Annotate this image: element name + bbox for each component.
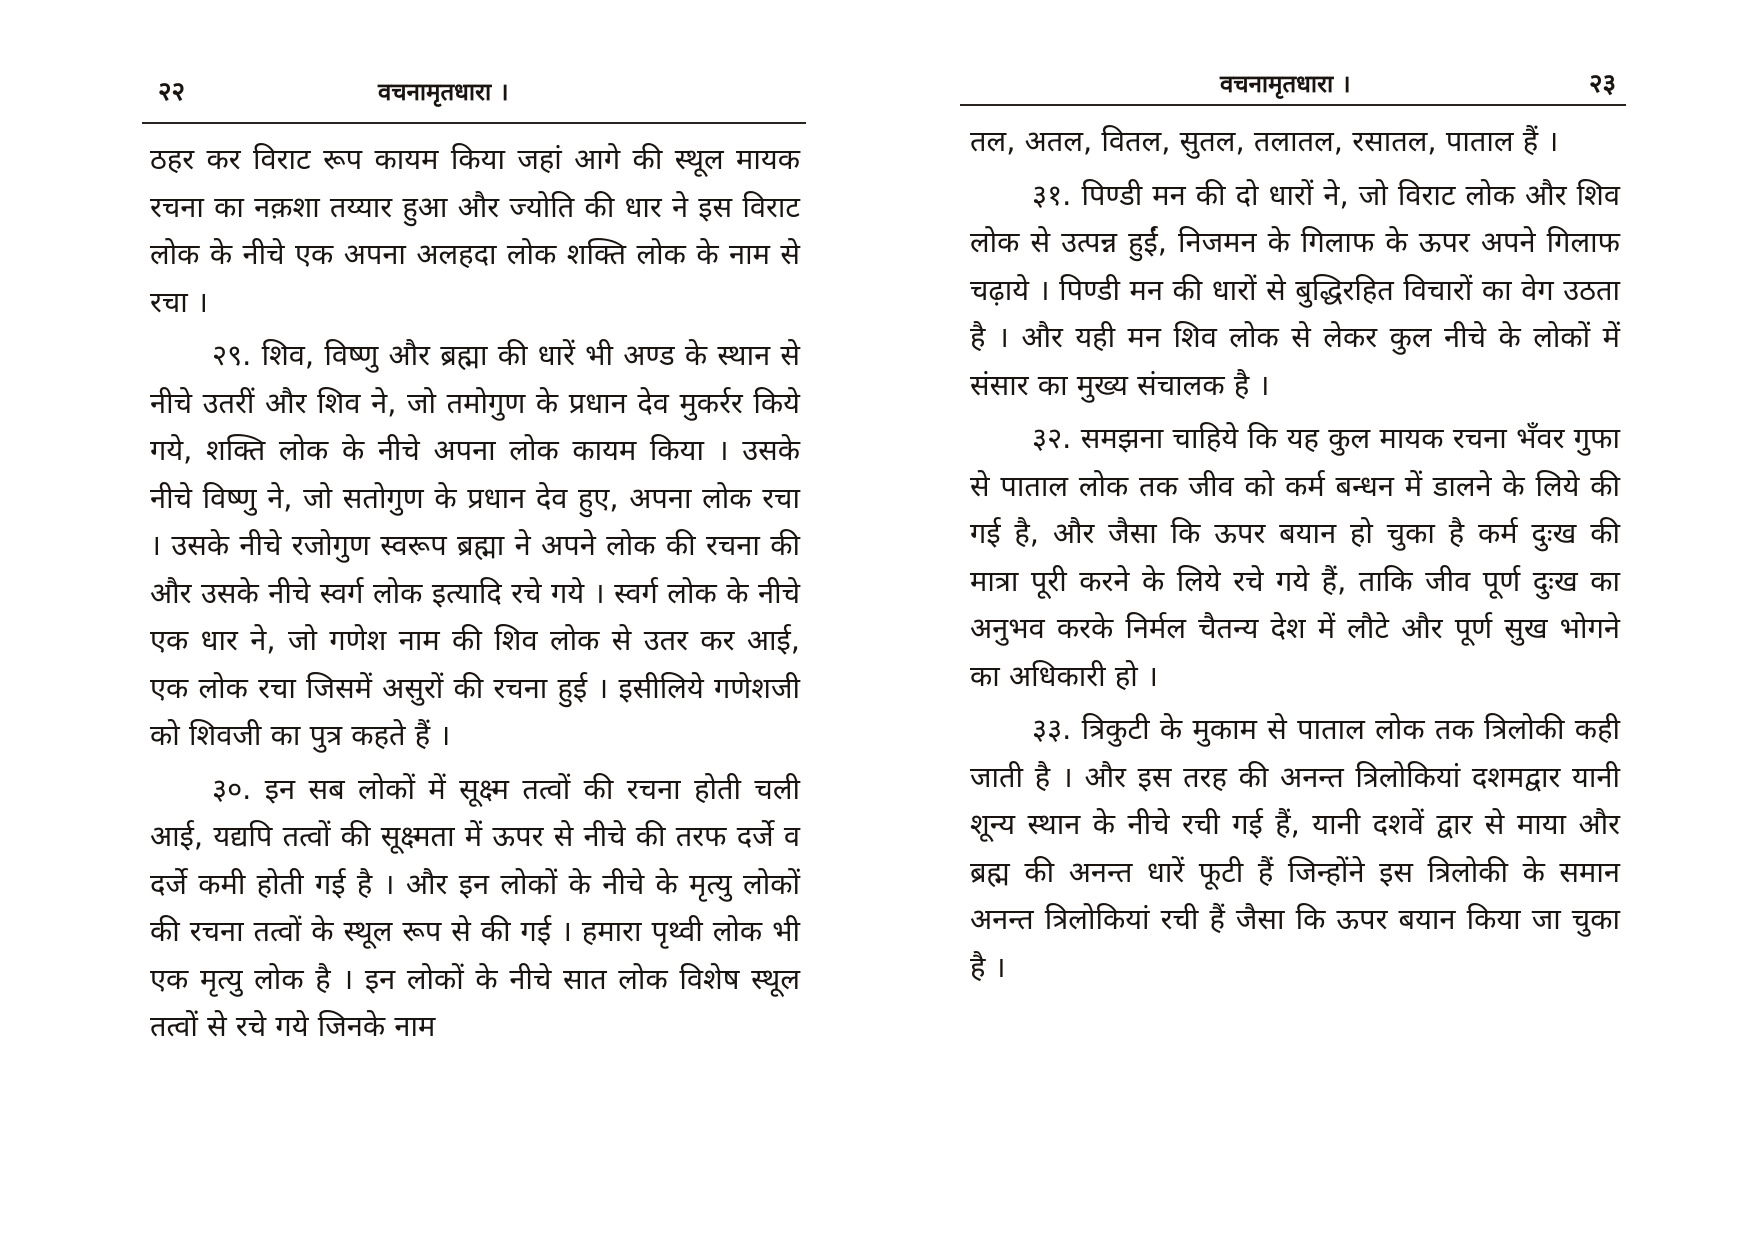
left-body-text (150, 136, 800, 1051)
page-number: २२ (158, 77, 186, 107)
right-body-text (970, 118, 1620, 991)
left-page (150, 0, 800, 1240)
right-running-head (970, 62, 1620, 106)
header-rule (960, 104, 1626, 106)
page-number: २३ (1588, 69, 1616, 99)
paragraph: ३३. त्रिकुटी के मुकाम से पाताल लोक तक त्रिलोकी कही जाती है । और इस तरह की अनन्त त्रिलोकियां दशमद्वार यानी शून्य स्थान के नीचे रची गई हैं, यानी दशवें द्वार से माया और ब्रह्म की अनन्त धारें फूटी हैं जिन्होंने इस त्रिलोकी के समान अनन्त त्रिलोकियां रची हैं जैसा कि ऊपर बयान किया जा चुका है । (970, 712, 1620, 984)
right-page (970, 0, 1620, 1240)
paragraph: ३२. समझना चाहिये कि यह कुल मायक रचना भँवर गुफा से पाताल लोक तक जीव को कर्म बन्धन में डालने के लिये की गई है, और जैसा कि ऊपर बयान हो चुका है कर्म दुःख की मात्रा पूरी करने के लिये रचे गये हैं, ताकि जीव पूर्ण दुःख का अनुभव करके निर्मल चैतन्य देश में लौटे और पूर्ण सुख भोगने का अधिकारी हो । (970, 421, 1620, 693)
paragraph: २९. शिव, विष्णु और ब्रह्मा की धारें भी अण्ड के स्थान से नीचे उतरीं और शिव ने, जो तमोगुण के प्रधान देव मुकर्रर किये गये, शक्ति लोक के नीचे अपना लोक कायम किया । उसके नीचे विष्णु ने, जो सतोगुण के प्रधान देव हुए, अपना लोक रचा । उसके नीचे रजोगुण स्वरूप ब्रह्मा ने अपने लोक की रचना की और उसके नीचे स्वर्ग लोक इत्यादि रचे गये । स्वर्ग लोक के नीचे एक धार ने, जो गणेश नाम की शिव लोक से उतर कर आई, एक लोक रचा जिसमें असुरों की रचना हुई । इसीलिये गणेशजी को शिवजी का पुत्र कहते हैं । (150, 338, 800, 752)
header-rule (142, 122, 806, 124)
left-running-head (150, 70, 800, 114)
paragraph: ३०. इन सब लोकों में सूक्ष्म तत्वों की रचना होती चली आई, यद्यपि तत्वों की सूक्ष्मता में ऊपर से नीचे की तरफ दर्जे व दर्जे कमी होती गई है । और इन लोकों के नीचे के मृत्यु लोकों की रचना तत्वों के स्थूल रूप से की गई । हमारा पृथ्वी लोक भी एक मृत्यु लोक है । इन लोकों के नीचे सात लोक विशेष स्थूल तत्वों से रचे गये जिनके नाम (150, 771, 800, 1043)
running-title: वचनामृतधारा । (1220, 70, 1351, 98)
paragraph: तल, अतल, वितल, सुतल, तलातल, रसातल, पाताल हैं । (970, 124, 1559, 158)
running-title: वचनामृतधारा । (378, 78, 509, 106)
paragraph: ठहर कर विराट रूप कायम किया जहां आगे की स्थूल मायक रचना का नक़शा तय्यार हुआ और ज्योति की धार ने इस विराट लोक के नीचे एक अपना अलहदा लोक शक्ति लोक के नाम से रचा । (150, 142, 800, 319)
paragraph: ३१. पिण्डी मन की दो धारों ने, जो विराट लोक और शिव लोक से उत्पन्न हुईं, निजमन के गिलाफ के ऊपर अपने गिलाफ चढ़ाये । पिण्डी मन की धारों से बुद्धिरहित विचारों का वेग उठता है । और यही मन शिव लोक से लेकर कुल नीचे के लोकों में संसार का मुख्य संचालक है । (970, 177, 1620, 402)
